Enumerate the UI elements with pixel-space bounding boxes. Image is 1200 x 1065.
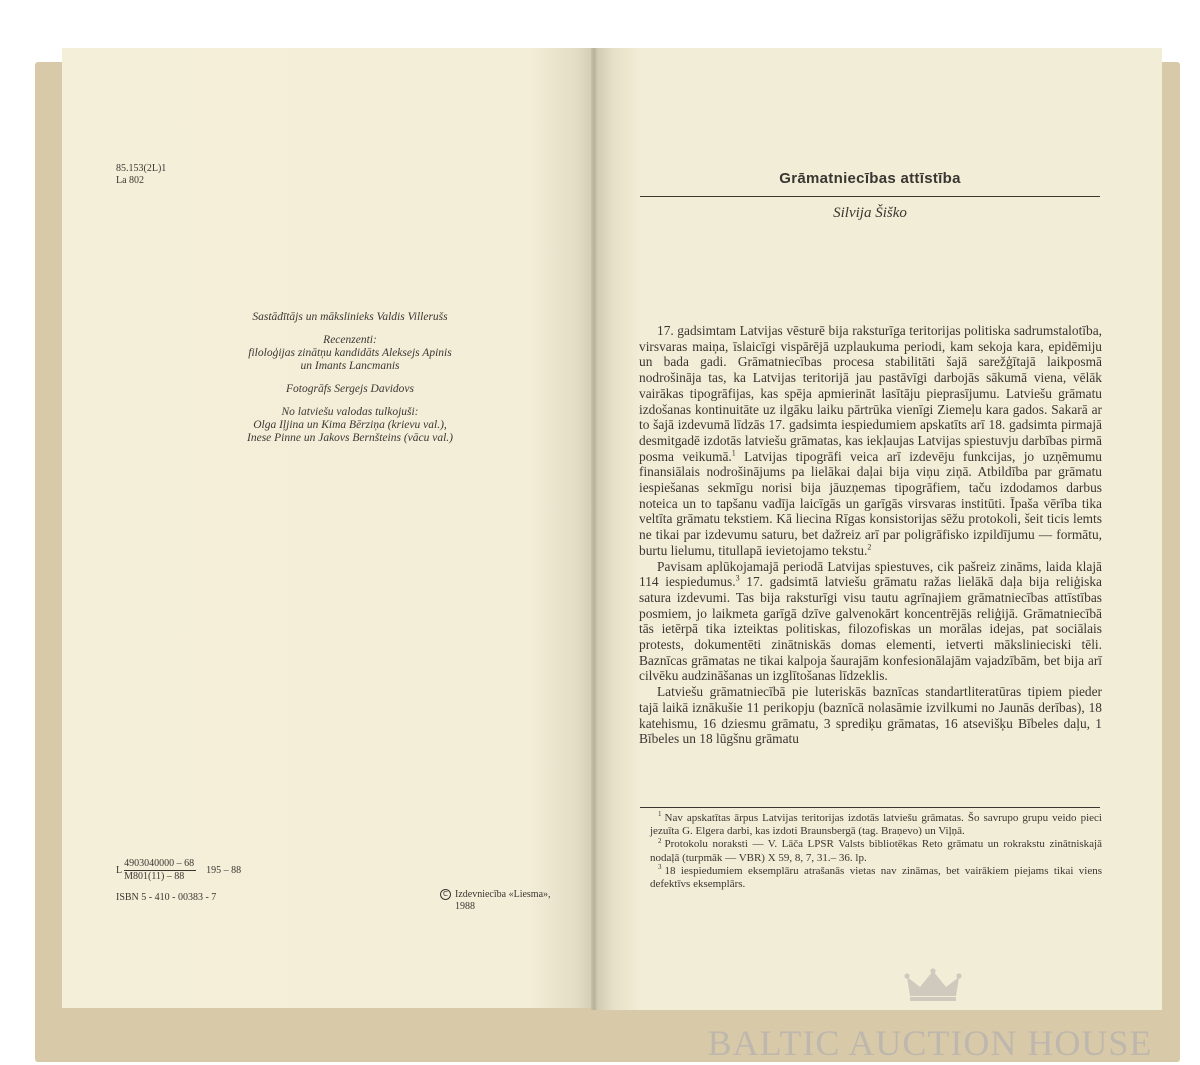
chapter-body [639,323,1102,747]
chapter-title: Grāmatniecības attīstība [779,170,961,187]
paragraph-text: Latviešu grāmatniecībā pie luteriskās baznīcas standartliteratūras tipiem pieder tajā laikā iznākušie 11 perikopju (baznīcā nolasāmie izvilkumi no Jaunās derības), 18 katehismu, 16 dziesmu grāmatu, 3 sprediķu grāmatas, 16 atsevišķu Bībeles daļu, 1 Bībeles un 18 lūgšnu grāmatu [639,684,1102,747]
footnote [650,865,1102,891]
crown-icon [904,968,962,1002]
footnote-number: 3 [658,863,662,872]
credit-photographer [178,383,522,396]
footnote-rule [640,807,1100,808]
paragraph-text: 17. gadsimtam Latvijas vēsturē bija raksturīga teritorijas politiska sadrumstalotība, virsvaras maiņa, īslaicīgi vispārējā uzplaukuma periodi, kam sekoja kara, epidēmiju un bada gadi. Grāmatniecības procesa stabilitāti šajā sarežģītajā laikposmā nodrošināja tas, ka Latvijas teritorijā jau pastāvīgi darbojās sākumā viena, vēlāk vairākas tipogrāfijas, kas spēja apmierināt lasītāju pieprasījumu. Latviešu grāmatu izdošanas kontinuitāte uz ilgāku laiku pārtrūka vienīgi Ziemeļu kara gados. Sakarā ar to šajā izdevumā līdzās 17. gadsimta iespiedumiem apskatīts arī 18. gadsimta pirmajā desmitgadē izdotās latviešu grāmatas, kas iekļaujas Latvijas spiestuvju darbības pirmā posma veikumā. [639,323,1102,464]
credit-translators [178,406,522,445]
body-paragraph [639,559,1102,685]
footnote-number: 1 [658,810,662,819]
credit-line: Olga Iļjina un Kima Bērziņa (krievu val.), [253,419,447,431]
publication-codes [116,858,241,904]
title-rule [640,196,1100,197]
watermark: BALTIC AUCTION HOUSE [707,1023,1153,1063]
classification-line: 85.153(2L)1 [116,163,167,174]
paragraph-text: Pavisam aplūkojamajā periodā Latvijas spiestuves, cik pašreiz zināms, laida klajā 114 iespiedumus. [639,558,1102,590]
code-numerator: 4903040000 – 68 [124,858,195,869]
copyright-icon: C [440,889,451,900]
credit-line: Inese Pinne un Jakovs Bernšteins (vācu val.) [247,432,453,444]
credit-line: Recenzenti: [323,334,377,346]
classification-code [116,163,166,187]
classification-line: La 802 [116,175,145,186]
footnote-text: Protokolu noraksti — V. Lāča LPSR Valsts bibliotēkas Reto grāmatu un rokrakstu zinātniskajā nodaļā (turpmāk — VBR) X 59, 8, 7, 31.– 36. lp. [650,838,1102,864]
credit-line: No latviešu valodas tulkojuši: [281,406,419,418]
footnote-ref: 3 [735,573,740,583]
credit-line: filoloģijas zinātņu kandidāts Aleksejs Apinis [248,347,452,359]
footnote [650,812,1102,838]
credits-block [178,311,522,455]
credit-reviewers [178,334,522,373]
credit-compiler [178,311,522,324]
code-fraction [124,858,196,883]
credit-line: Fotogrāfs Sergejs Davidovs [286,383,414,395]
footnote-ref: 2 [867,542,872,552]
footnote-text: 18 iespiedumiem eksemplāru atrašanās vietas nav zināmas, bet vairākiem piejams tikai viens defektīvs eksemplārs. [650,864,1102,891]
catalog-code [116,858,241,883]
code-suffix: 195 – 88 [206,864,242,876]
footnote-number: 2 [658,836,662,845]
code-denominator: M801(11) – 88 [124,871,185,882]
chapter-author: Silvija Šiško [833,205,907,221]
code-letter: L [116,864,123,876]
paragraph-text: 17. gadsimtā latviešu grāmatu ražas lielākā daļa bija reliģiska satura izdevumi. Tas bija raksturīgi visu tautu agrīnajiem grāmatniecības attīstības posmiem, jo laikmeta garīgā dzīve galvenokārt koncentrējās reliģijā. Grāmatniecībā tās ietērpā tika izteiktas politiskas, filozofiskas un morālas idejas, pat sociālais protests, dokumentēti zinātniskās domas elementi, ietverti mākslinieciski tēli. Baznīcas grāmatas ne tikai kalpoja šaurajām konfesionālajām vajadzībām, bet bija arī cilvēku audzināšanas un izglītošanas līdzeklis. [639,574,1102,684]
body-paragraph [639,684,1102,747]
paragraph-text: Latvijas tipogrāfi veica arī izdevēju funkcijas, jo uzņēmumu finansiālais nodrošinājums pa lielākai daļai bija viņu ziņā. Atbildība par grāmatu iespiešanas sekmīgu norisi bija jāuzņemas tipogrāfiem, taču izdodamos darbus noteica un to tapšanu vadīja laicīgās un garīgās virsvaras institūti. Īpaša vērība tika veltīta grāmatu tekstiem. Kā liecina Rīgas konsistorijas sēžu protokoli, šeit ticis lemts ne tikai par izdevumu saturu, bet dažreiz arī par poligrāfisko izpildījumu — formātu, burtu lielumu, titullapā ievietojamo tekstu. [639,448,1102,558]
isbn: ISBN 5 - 410 - 00383 - 7 [116,892,217,903]
footnote [650,838,1102,864]
credit-line: un Imants Lancmanis [300,360,400,372]
body-paragraph [639,323,1102,559]
footnote-text: Nav apskatītas ārpus Latvijas teritorijas izdotās latviešu grāmatas. Šo savrupo grupu veido pieci jezuīta G. Elgera darbi, kas izdoti Braunsbergā (tag. Braņevo) un Viļņā. [650,812,1102,838]
footnote-ref: 1 [731,448,736,458]
footnotes [650,812,1102,891]
publication-year: 1988 [455,901,475,912]
publisher-block [440,889,560,913]
book-gutter [591,48,597,1010]
credit-line: Sastādītājs un mākslinieks Valdis Villerušs [252,311,448,323]
publisher-name: Izdevniecība «Liesma», [455,889,551,900]
